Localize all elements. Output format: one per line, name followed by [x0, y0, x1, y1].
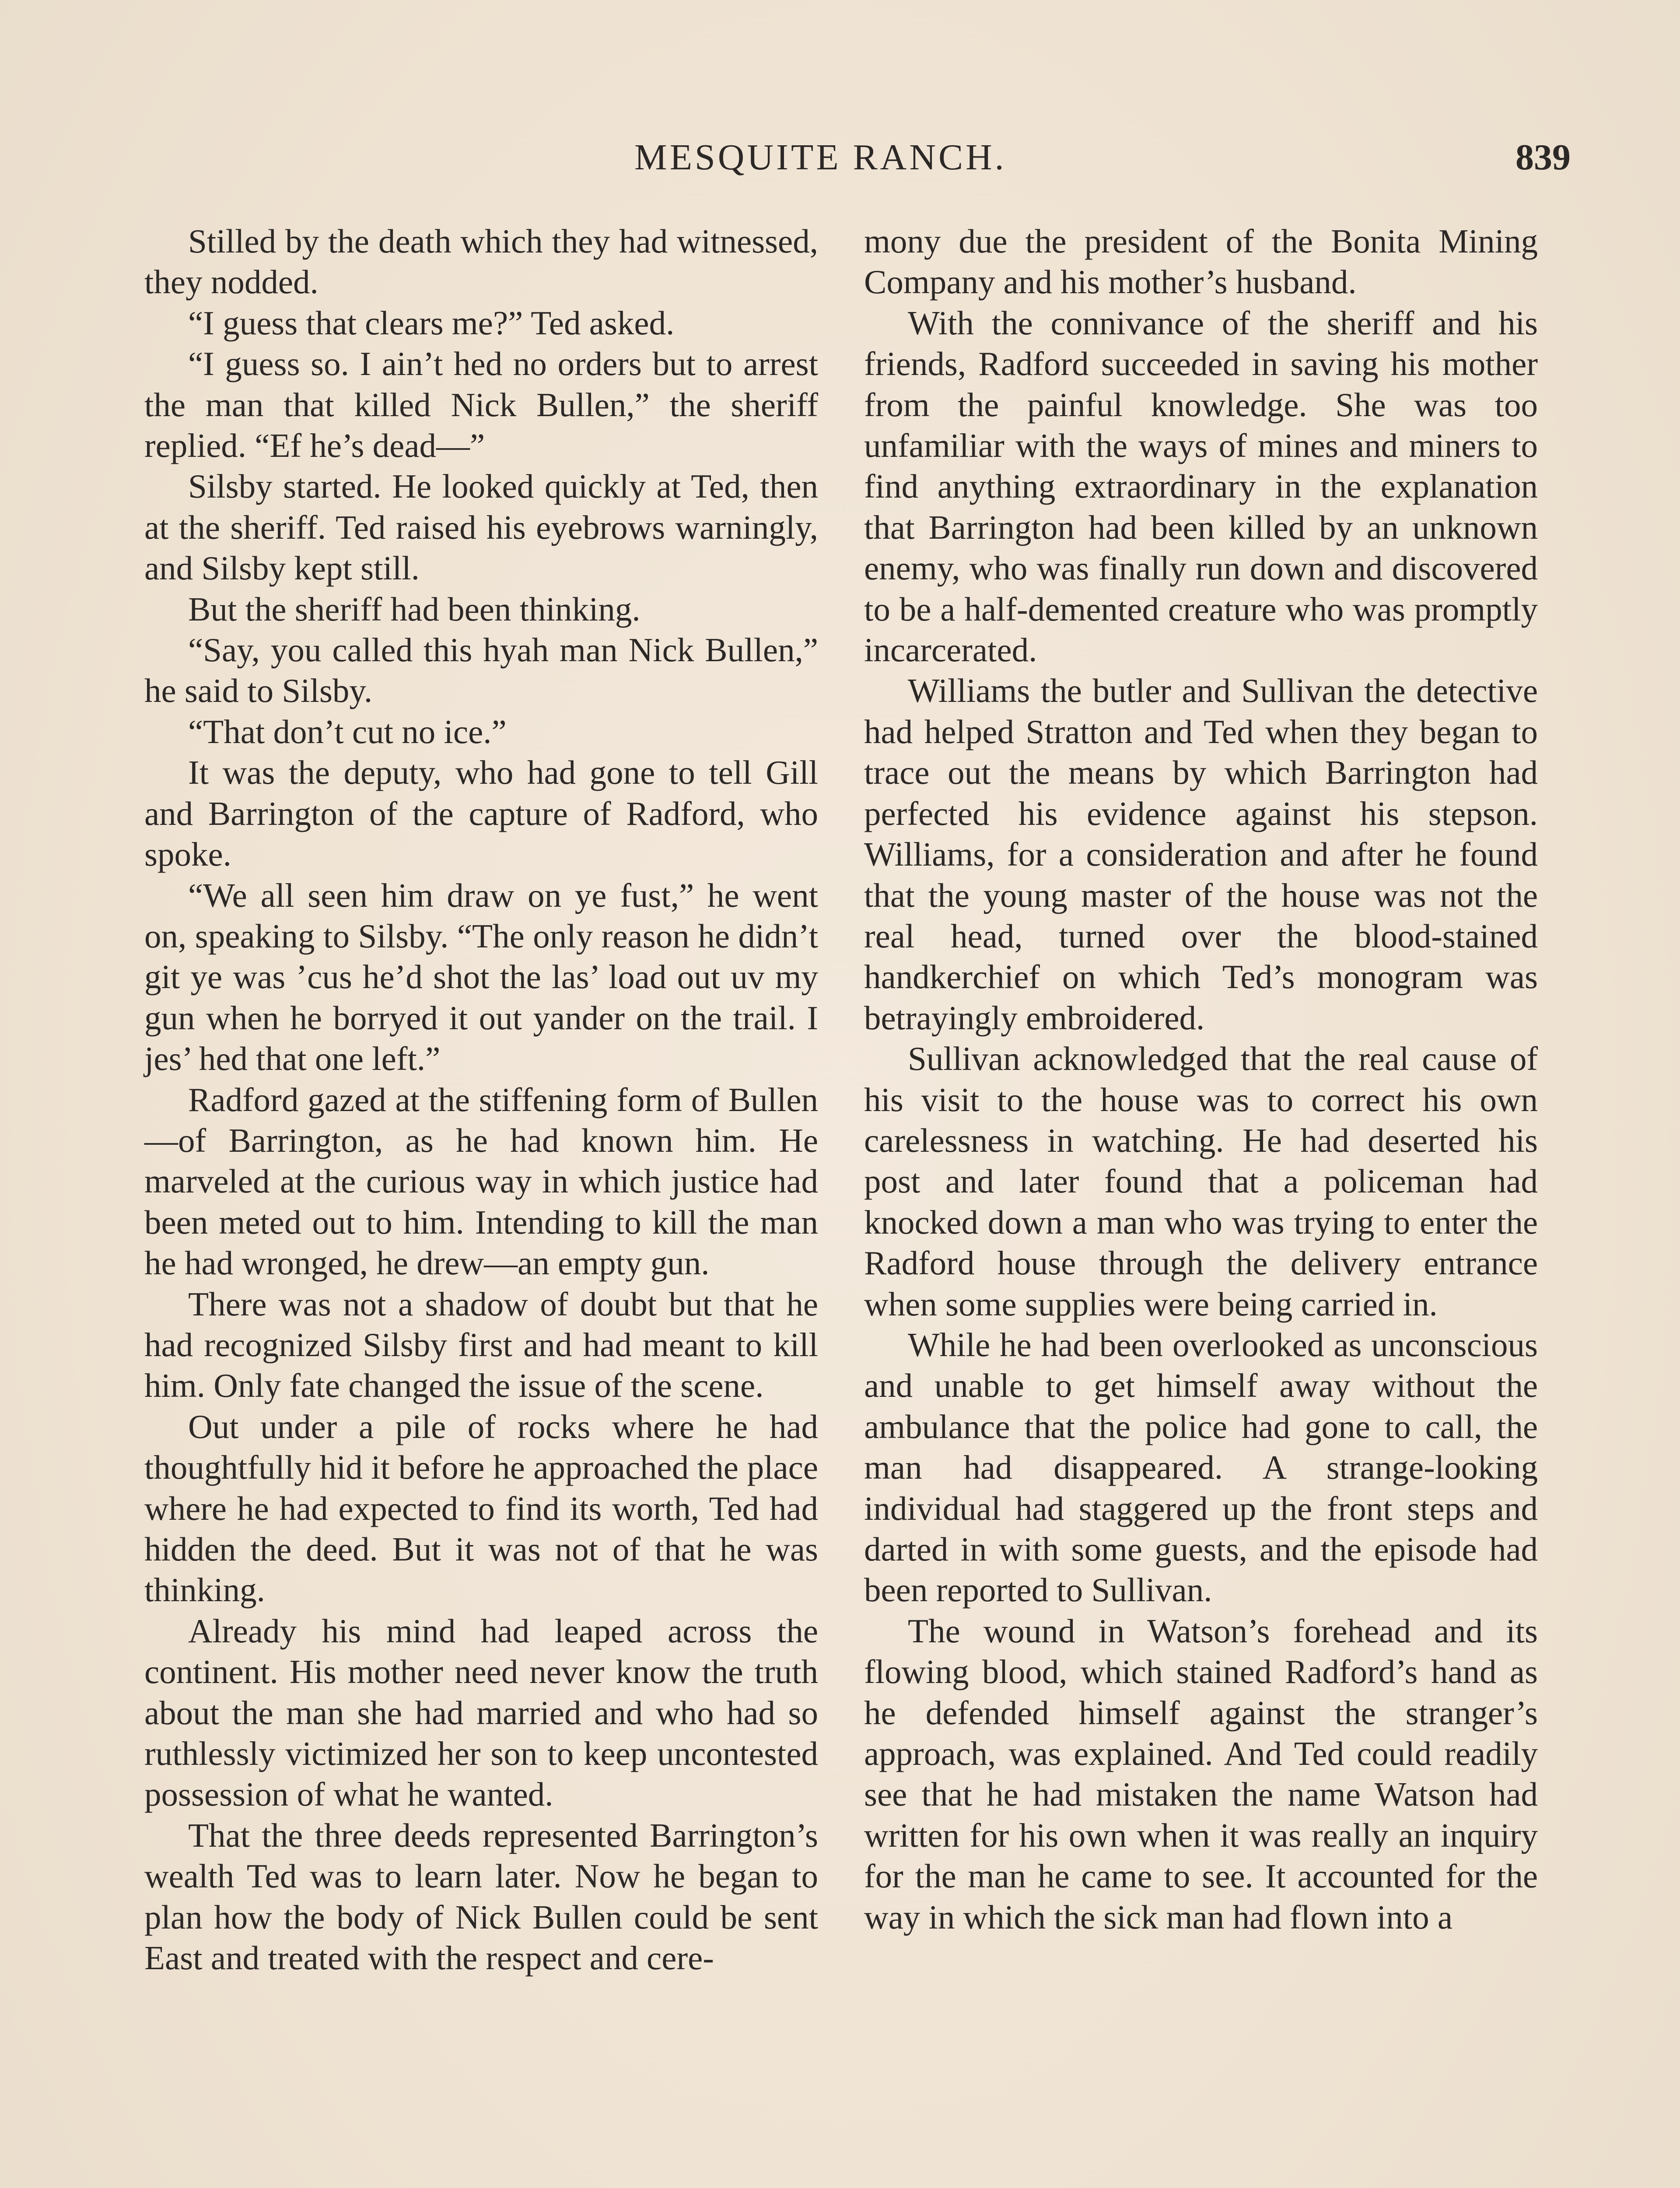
paragraph: Radford gazed at the stiffening form of Bullen—of Barrington, as he had known him. He marveled at the curious way in which justice had been meted out to him. Intending to kill the man he had wronged, he drew—an empty gun.	[144, 1080, 818, 1282]
left-text-column	[144, 221, 818, 1978]
paragraph: “That don’t cut no ice.”	[188, 712, 507, 750]
paragraph: mony due the president of the Bonita Mining Company and his mother’s husband.	[864, 222, 1538, 301]
paragraph: Williams the butler and Sullivan the detective had helped Stratton and Ted when they began to trace out the means by which Barrington had perfected his evidence against his stepson. Williams, for a consideration and after he found that the young master of the house was not the real head, turned over the blood-stained handkerchief on which Ted’s monogram was betrayingly embroidered.	[864, 672, 1538, 1037]
page-number: 839	[1516, 137, 1571, 178]
paragraph: Out under a pile of rocks where he had thoughtfully hid it before he approached the place where he had expected to find its worth, Ted had hidden the deed. But it was not of that he was thinking.	[144, 1407, 818, 1609]
running-title: MESQUITE RANCH.	[634, 137, 1007, 178]
paragraph: With the connivance of the sheriff and his friends, Radford succeeded in saving his mother from the painful knowledge. She was too unfamiliar with the ways of mines and miners to find anything extraordinary in the explanation that Barrington had been killed by an unknown enemy, who was finally run down and discovered to be a half-demented creature who was promptly incarcerated.	[864, 304, 1538, 669]
paragraph: The wound in Watson’s forehead and its flowing blood, which stained Radford’s hand as he defended himself against the stranger’s approach, was explained. And Ted could readily see that he had mistaken the name Watson had written for his own when it was really an inquiry for the man he came to see. It accounted for the way in which the sick man had flown into a	[864, 1612, 1538, 1936]
page-header	[0, 131, 1680, 184]
paragraph: While he had been overlooked as unconscious and unable to get himself away without the ambulance that the police had gone to call, the man had disappeared. A strange-looking individual had staggered up the front steps and darted in with some guests, and the episode had been reported to Sullivan.	[864, 1325, 1538, 1609]
paragraph: Silsby started. He looked quickly at Ted, then at the sheriff. Ted raised his eyebrows warningly, and Silsby kept still.	[144, 467, 818, 587]
paragraph: Stilled by the death which they had witnessed, they nodded.	[144, 222, 818, 301]
paragraph: “I guess that clears me?” Ted asked.	[188, 304, 675, 342]
paragraph: Sullivan acknowledged that the real cause of his visit to the house was to correct his own carelessness in watching. He had deserted his post and later found that a policeman had knocked down a man who was trying to enter the Radford house through the delivery entrance when some supplies were being carried in.	[864, 1040, 1538, 1323]
paragraph: “I guess so. I ain’t hed no orders but to arrest the man that killed Nick Bullen,” the sheriff replied. “Ef he’s dead—”	[144, 345, 818, 465]
paragraph: That the three deeds represented Barrington’s wealth Ted was to learn later. Now he began to plan how the body of Nick Bullen could be sent East and treated with the respect and cere-	[144, 1816, 818, 1977]
paragraph: Already his mind had leaped across the continent. His mother need never know the truth about the man she had married and who had so ruthlessly victimized her son to keep uncontested possession of what he wanted.	[144, 1612, 818, 1813]
paragraph: There was not a shadow of doubt but that he had recognized Silsby first and had meant to kill him. Only fate changed the issue of the scene.	[144, 1285, 818, 1405]
paragraph: But the sheriff had been thinking.	[188, 590, 640, 628]
right-text-column	[864, 221, 1538, 1938]
paragraph: “We all seen him draw on ye fust,” he went on, speaking to Silsby. “The only reason he didn’t git ye was ’cus he’d shot the las’ load out uv my gun when he borryed it out yander on the trail. I jes’ hed that one left.”	[144, 876, 818, 1078]
paragraph: It was the deputy, who had gone to tell Gill and Barrington of the capture of Radford, who spoke.	[144, 754, 818, 873]
paragraph: “Say, you called this hyah man Nick Bullen,” he said to Silsby.	[144, 631, 818, 710]
